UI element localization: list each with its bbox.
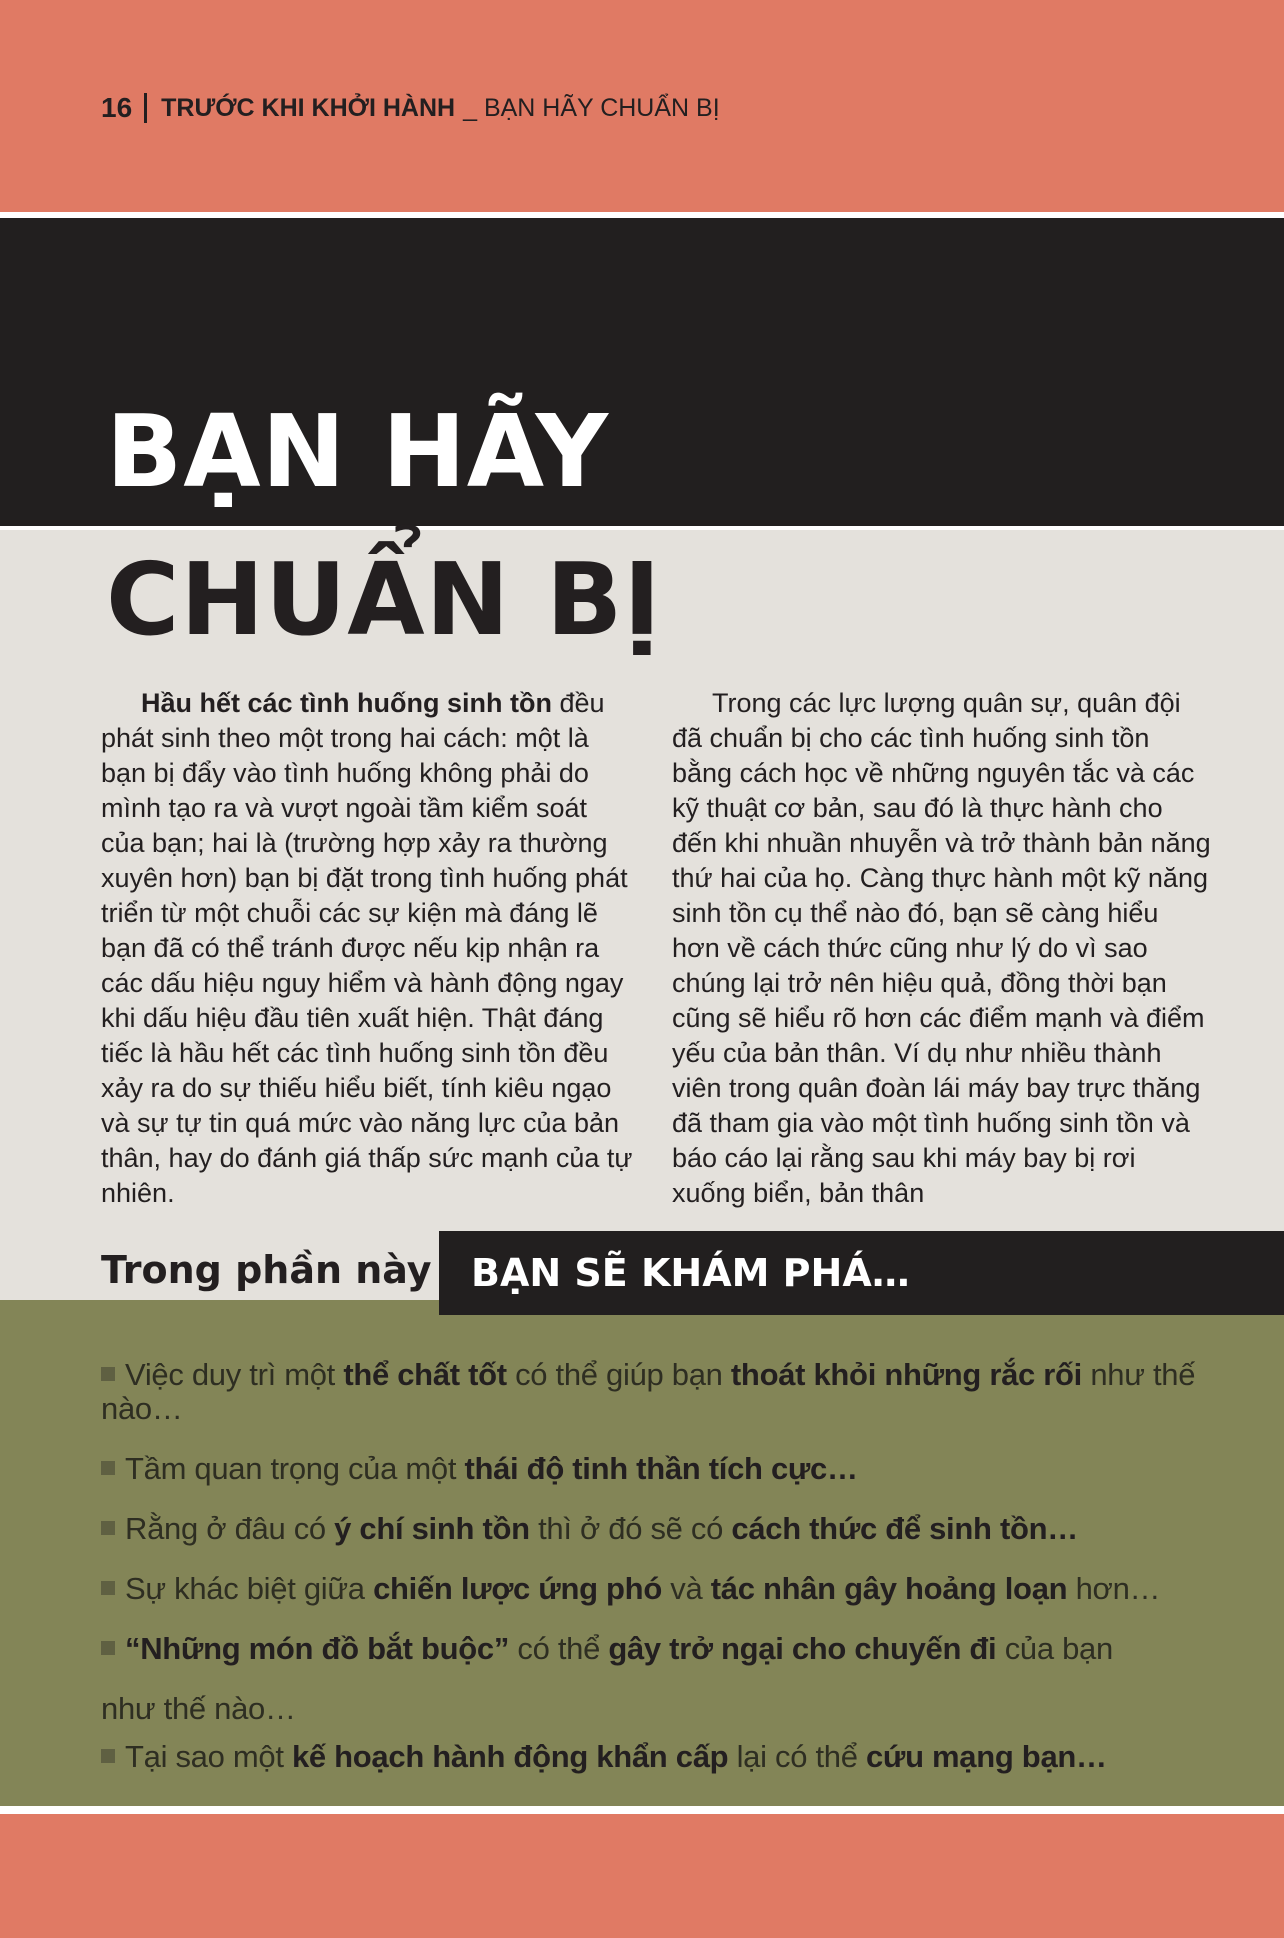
list-item: Tầm quan trọng của một thái độ tinh thần tích cực… — [101, 1452, 1261, 1486]
running-header — [101, 88, 720, 128]
page-title-line-2: CHUẨN BỊ — [106, 541, 662, 658]
page-title-line-1: BẠN HÃY — [106, 393, 610, 510]
discover-banner-text: BẠN SẼ KHÁM PHÁ… — [471, 1251, 910, 1295]
section-title: _ BẠN HÃY CHUẨN BỊ — [463, 93, 720, 122]
header-divider — [144, 93, 147, 123]
right-paragraph: Trong các lực lượng quân sự, quân đội đã chuẩn bị cho các tình huống sinh tồn bằng cách học về những nguyên tắc và các kỹ thuật cơ bản, sau đó là thực hành cho đến khi nhuần nhuyễn và trở thành bản năng thứ hai của họ. Càng thực hành một kỹ năng sinh tồn cụ thể nào đó, bạn sẽ càng hiểu hơn về cách thức cũng như lý do vì sao chúng lại trở nên hiệu quả, đồng thời bạn cũng sẽ hiểu rõ hơn các điểm mạnh và điểm yếu của bản thân. Ví dụ như nhiều thành viên trong quân đoàn lái máy bay trực thăng đã tham gia vào một tình huống sinh tồn và báo cáo lại rằng sau khi máy bay bị rơi xuống biển, bản thân — [672, 688, 1211, 1208]
body-column-right — [672, 686, 1212, 1211]
section-label: Trong phần này — [101, 1248, 432, 1292]
body-column-left — [101, 686, 637, 1211]
list-item: Sự khác biệt giữa chiến lược ứng phó và tác nhân gây hoảng loạn hơn… — [101, 1572, 1261, 1606]
bottom-band — [0, 1814, 1284, 1938]
square-bullet-icon — [101, 1749, 115, 1763]
square-bullet-icon — [101, 1461, 115, 1475]
square-bullet-icon — [101, 1581, 115, 1595]
list-item: “Những món đồ bắt buộc” có thể gây trở ngại cho chuyến đi của bạn — [101, 1632, 1261, 1666]
lead-bold-text: Hầu hết các tình huống sinh tồn — [141, 688, 552, 718]
list-item: Tại sao một kế hoạch hành động khẩn cấp lại có thể cứu mạng bạn… — [101, 1740, 1261, 1774]
discover-list — [101, 1358, 1261, 1800]
list-item: Việc duy trì một thể chất tốt có thể giúp bạn thoát khỏi những rắc rối như thế nào… — [101, 1357, 1196, 1426]
left-paragraph-text: đều phát sinh theo một trong hai cách: một là bạn bị đẩy vào tình huống không phải do mình tạo ra và vượt ngoài tầm kiểm soát của bạn; hai là (trường hợp xảy ra thường xuyên hơn) bạn bị đặt trong tình huống phát triển từ một chuỗi các sự kiện mà đáng lẽ bạn đã có thể tránh được nếu kịp nhận ra các dấu hiệu nguy hiểm và hành động ngay khi dấu hiệu đầu tiên xuất hiện. Thật đáng tiếc là hầu hết các tình huống sinh tồn đều xảy ra do sự thiếu hiểu biết, tính kiêu ngạo và sự tự tin quá mức vào năng lực của bản thân, hay do đánh giá thấp sức mạnh của tự nhiên. — [101, 688, 633, 1208]
list-item-continuation: như thế nào… — [101, 1691, 296, 1726]
square-bullet-icon — [101, 1641, 115, 1655]
page-number: 16 — [101, 92, 133, 123]
chapter-title: TRƯỚC KHI KHỞI HÀNH — [161, 93, 456, 122]
left-paragraph — [101, 686, 637, 1211]
square-bullet-icon — [101, 1367, 115, 1381]
square-bullet-icon — [101, 1521, 115, 1535]
list-item: Rằng ở đâu có ý chí sinh tồn thì ở đó sẽ có cách thức để sinh tồn… — [101, 1512, 1261, 1546]
discover-banner — [439, 1231, 1284, 1315]
